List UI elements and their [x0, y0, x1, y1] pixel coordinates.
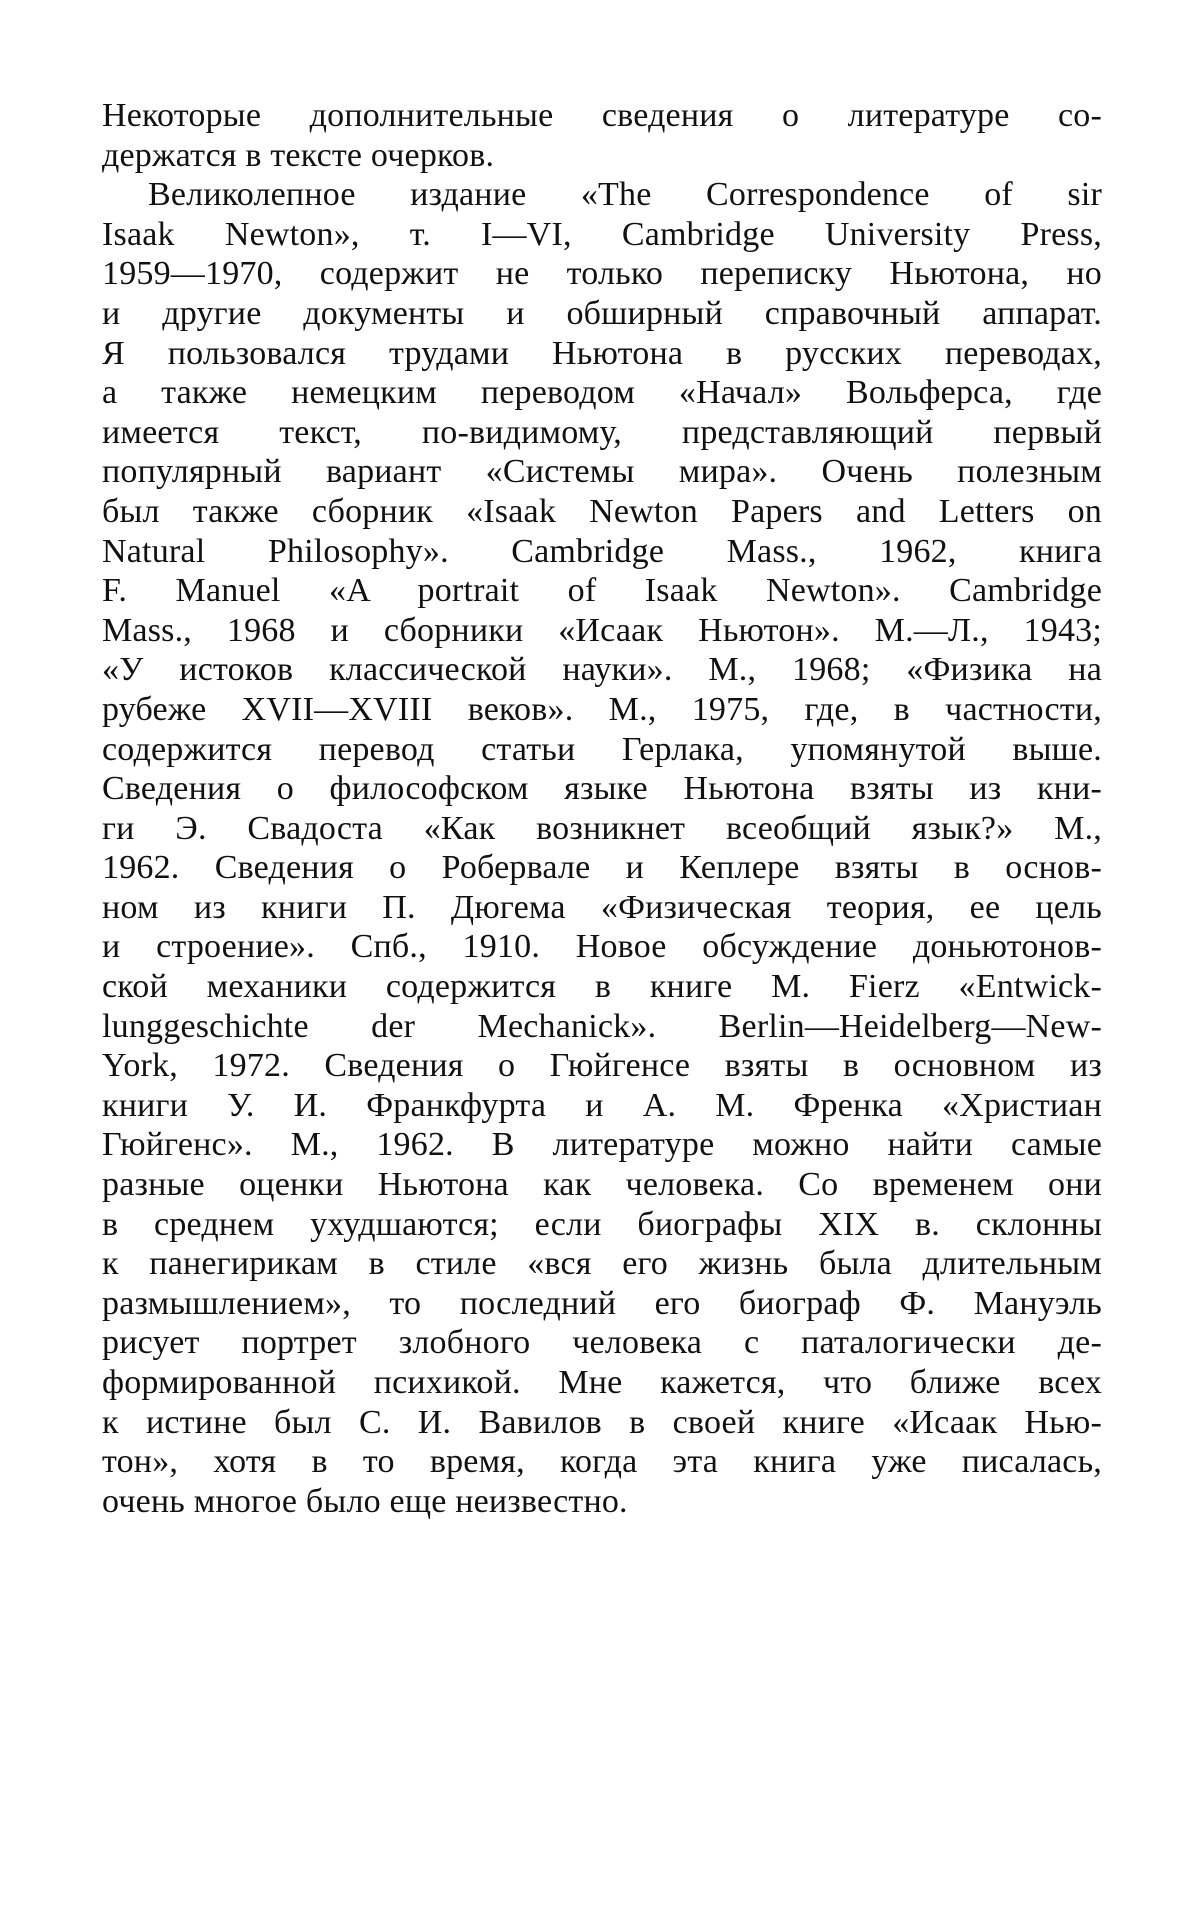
text-line: рубеже XVII—XVIII веков». М., 1975, где, в частности, [102, 690, 1102, 728]
text-line: lunggeschichte der Mechanick». Berlin—Heidelberg—New- [102, 1007, 1102, 1045]
text-line: Natural Philosophy». Cambridge Mass., 1962, книга [102, 532, 1102, 570]
text-line: к панегирикам в стиле «вся его жизнь была длительным [102, 1245, 1102, 1283]
text-line: тон», хотя в то время, когда эта книга уже писалась, [102, 1443, 1102, 1481]
paragraph-2 [102, 175, 1102, 1521]
text-line: Mass., 1968 и сборники «Исаак Ньютон». М.—Л., 1943; [102, 611, 1102, 649]
body-text [102, 96, 1102, 1521]
text-line: Isaak Newton», т. I—VI, Cambridge University Press, [102, 215, 1102, 253]
text-line: содержится перевод статьи Герлака, упомянутой выше. [102, 730, 1102, 768]
text-line: и другие документы и обширный справочный аппарат. [102, 294, 1102, 332]
text-line: был также сборник «Isaak Newton Papers and Letters on [102, 492, 1102, 530]
text-line: Я пользовался трудами Ньютона в русских переводах, [102, 334, 1102, 372]
text-line: а также немецким переводом «Начал» Вольферса, где [102, 374, 1102, 412]
text-line: F. Manuel «A portrait of Isaak Newton». Cambridge [102, 572, 1102, 610]
text-line: Великолепное издание «The Correspondence of sir [148, 176, 1102, 214]
text-line: формированной психикой. Мне кажется, что ближе всех [102, 1364, 1102, 1401]
text-line: Некоторые дополнительные сведения о литературе со- [102, 97, 1102, 134]
text-line: держатся в тексте очерков. [102, 136, 495, 174]
text-line: «У истоков классической науки». М., 1968; «Физика на [102, 651, 1102, 689]
text-line: ном из книги П. Дюгема «Физическая теория, ее цель [102, 888, 1102, 926]
text-line: размышлением», то последний его биограф Ф. Мануэль [102, 1284, 1102, 1322]
text-line: ги Э. Свадоста «Как возникнет всеобщий язык?» М., [102, 809, 1102, 847]
text-line: Сведения о философском языке Ньютона взяты из кни- [102, 770, 1102, 808]
text-line: 1959—1970, содержит не только переписку Ньютона, но [102, 255, 1102, 293]
text-line: имеется текст, по-видимому, представляющий первый [102, 413, 1102, 451]
text-line: York, 1972. Сведения о Гюйгенсе взяты в основном из [102, 1047, 1102, 1085]
text-line: ской механики содержится в книге M. Fierz «Entwick- [102, 968, 1102, 1006]
text-line: рисует портрет злобного человека с паталогически де- [102, 1324, 1102, 1362]
text-line: очень многое было еще неизвестно. [102, 1482, 628, 1520]
text-line: к истине был С. И. Вавилов в своей книге «Исаак Нью- [102, 1403, 1102, 1441]
text-line: Гюйгенс». М., 1962. В литературе можно найти самые [102, 1126, 1102, 1164]
paragraph-1 [102, 96, 1102, 175]
text-line: и строение». Спб., 1910. Новое обсуждение доньютонов- [102, 928, 1102, 966]
text-line: 1962. Сведения о Робервале и Кеплере взяты в основ- [102, 849, 1102, 887]
text-line: в среднем ухудшаются; если биографы XIX в. склонны [102, 1205, 1102, 1243]
text-line: разные оценки Ньютона как человека. Со временем они [102, 1166, 1102, 1204]
text-line: книги У. И. Франкфурта и А. М. Френка «Христиан [102, 1086, 1102, 1124]
text-line: популярный вариант «Системы мира». Очень полезным [102, 453, 1102, 491]
